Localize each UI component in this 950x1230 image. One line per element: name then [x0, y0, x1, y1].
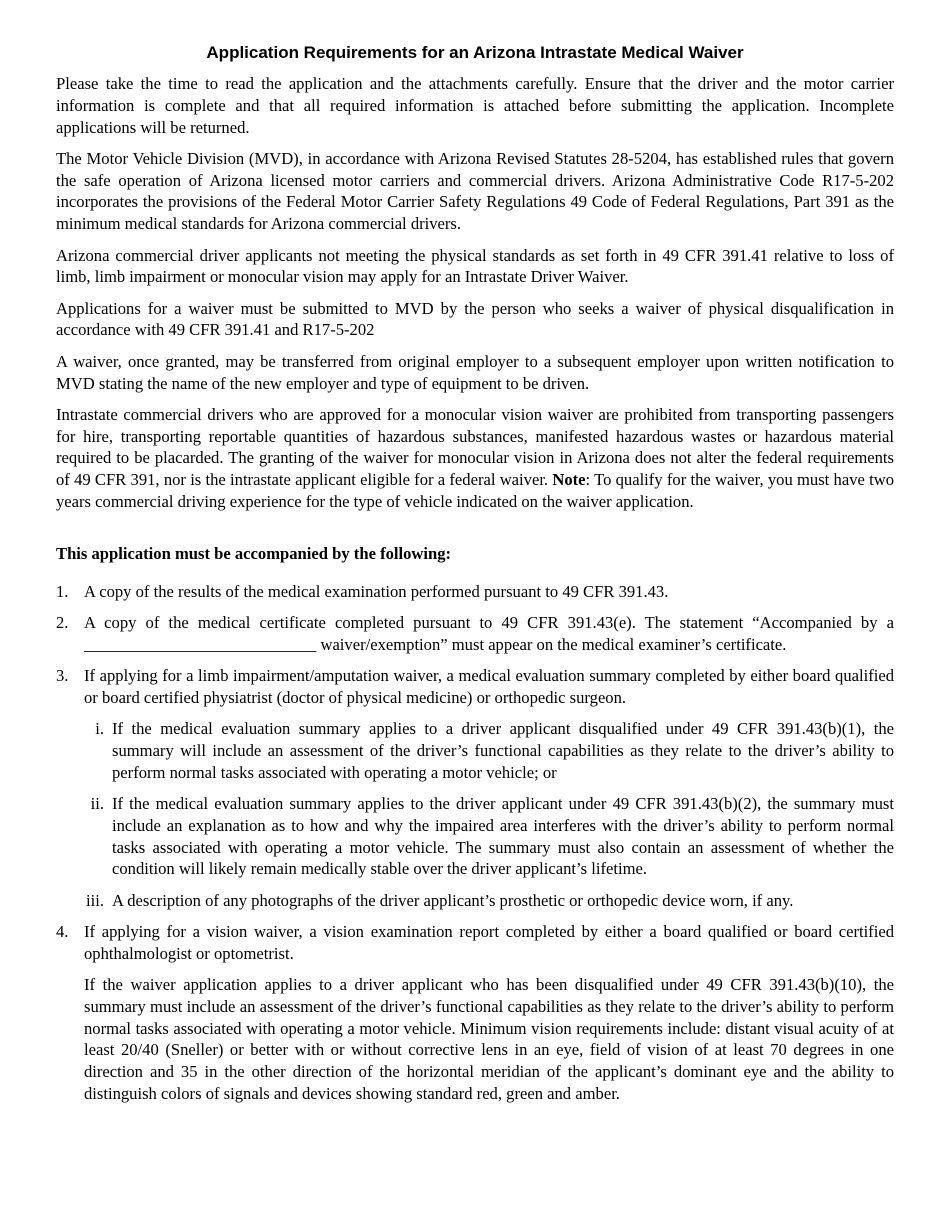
- document-page: [56, 42, 894, 1105]
- item-text: A copy of the medical certificate completed pursuant to 49 CFR 391.43(e). The statement “Accompanied by a ____________________________ waiver/exemption” must appear on the medical examiner’s certificate.: [84, 612, 894, 654]
- transfer-paragraph: A waiver, once granted, may be transferred from original employer to a subsequent employer upon written notification to MVD stating the name of the new employer and type of equipment to be driven.: [56, 351, 894, 393]
- item-number: 3.: [56, 666, 69, 686]
- sub-item-ii: [56, 793, 894, 880]
- item-number: 4.: [56, 922, 69, 941]
- requirement-item-1: [56, 581, 894, 603]
- eligibility-paragraph: Arizona commercial driver applicants not meeting the physical standards as set forth in 49 CFR 391.41 relative to loss of limb, limb impairment or monocular vision may apply for an Intrastate Driver Waiver.: [56, 245, 894, 287]
- vision-detail-paragraph: If the waiver application applies to a driver applicant who has been disqualified under 49 CFR 391.43(b)(10), the summary must include an assessment of the driver’s functional capabilities as they relate to the driver’s ability to perform normal tasks associated with operating a motor vehicle. Minimum vision requirements include: distant visual acuity of at least 20/40 (Sneller) or better with or without corrective lens in an eye, field of vision of at least 70 degrees in one direction and 35 in the other direction of the horizontal meridian of the applicant’s dominant eye and the ability to distinguish colors of signals and devices showing standard red, green and amber.: [84, 975, 894, 1104]
- item-number: 1.: [56, 581, 69, 601]
- requirement-item-4: [56, 921, 894, 965]
- sub-item-text: A description of any photographs of the driver applicant’s prosthetic or orthopedic device worn, if any.: [112, 890, 794, 910]
- sub-item-text: If the medical evaluation summary applies to the driver applicant under 49 CFR 391.43(b)(2), the summary must include an explanation as to how and why the impaired area interferes with the driver’s ability to perform normal tasks associated with operating a motor vehicle. The summary must also contain an assessment of whether the condition will likely remain medically stable over the driver applicant’s lifetime.: [112, 794, 894, 879]
- note-label: Note: [552, 470, 586, 490]
- mvd-rules-paragraph: The Motor Vehicle Division (MVD), in accordance with Arizona Revised Statutes 28-5204, has established rules that govern the safe operation of Arizona licensed motor carriers and commercial drivers. Arizona Administrative Code R17-5-202 incorporates the provisions of the Federal Motor Carrier Safety Regulations 49 Code of Federal Regulations, Part 391 as the minimum medical standards for Arizona commercial drivers.: [56, 148, 894, 234]
- document-title: Application Requirements for an Arizona Intrastate Medical Waiver: [206, 43, 744, 62]
- requirement-item-2: [56, 612, 894, 656]
- sub-item-i: [56, 718, 894, 783]
- sub-item-number: ii.: [90, 794, 104, 814]
- requirements-heading: This application must be accompanied by the following:: [56, 543, 452, 563]
- item-text: If applying for a vision waiver, a vision examination report completed by either a board qualified or board certified ophthalmologist or optometrist.: [84, 922, 894, 963]
- intro-paragraph: Please take the time to read the application and the attachments carefully. Ensure that the driver and the motor carrier information is complete and that all required information is attached before submitting the application. Incomplete applications will be returned.: [56, 74, 894, 137]
- submission-paragraph: Applications for a waiver must be submitted to MVD by the person who seeks a waiver of physical disqualification in accordance with 49 CFR 391.41 and R17-5-202: [56, 298, 894, 340]
- note-text: : To qualify for the waiver, you must have two years commercial driving experience for the type of vehicle indicated on the waiver application.: [56, 470, 894, 512]
- sub-item-number: iii.: [86, 890, 104, 910]
- monocular-paragraph: [56, 404, 894, 513]
- monocular-text: Intrastate commercial drivers who are approved for a monocular vision waiver are prohibited from transporting passengers for hire, transporting reportable quantities of hazardous substances, manifested hazardous wastes or hazardous material required to be placarded. The granting of the waiver for monocular vision in Arizona does not alter the federal requirements of 49 CFR 391, nor is the intrastate applicant eligible for a federal waiver.: [56, 404, 894, 490]
- sub-item-text: If the medical evaluation summary applies to a driver applicant disqualified under 49 CFR 391.43(b)(1), the summary will include an assessment of the driver’s functional capabilities as they relate to the driver’s ability to perform normal tasks associated with operating a motor vehicle; or: [112, 719, 894, 782]
- requirement-item-3: [56, 665, 894, 709]
- item-text: If applying for a limb impairment/amputation waiver, a medical evaluation summary completed by either board qualified or board certified physiatrist (doctor of physical medicine) or orthopedic surgeon.: [84, 666, 894, 707]
- item-number: 2.: [56, 612, 69, 632]
- item-text: A copy of the results of the medical examination performed pursuant to 49 CFR 391.43.: [84, 581, 669, 601]
- sub-item-iii: [56, 890, 894, 912]
- sub-item-number: i.: [95, 719, 104, 739]
